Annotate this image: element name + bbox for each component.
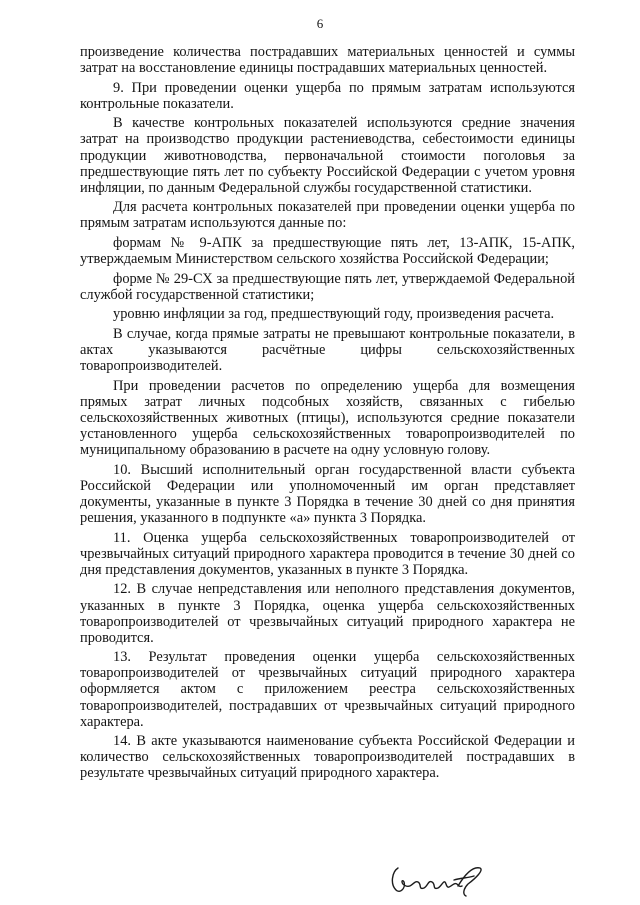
paragraph-direct-costs: В случае, когда прямые затраты не превышают контрольные показатели, в актах указываются расчётные цифры сельскохозяйственных товаропроизводителей. [80,326,575,375]
paragraph-continuation: произведение количества пострадавших материальных ценностей и суммы затрат на восстановление единицы пострадавших материальных ценностей. [80,44,575,77]
handwritten-signature-icon [388,862,488,898]
paragraph-calculation-data: Для расчета контрольных показателей при проведении оценки ущерба по прямым затратам используются данные по: [80,199,575,232]
page-number: 6 [316,16,324,31]
document-body [80,44,575,785]
paragraph-item-11: 11. Оценка ущерба сельскохозяйственных товаропроизводителей от чрезвычайных ситуаций природного характера проводится в течение 30 дней со дня представления документов, указанных в пункте 3 Порядка. [80,529,575,578]
paragraph-item-9: 9. При проведении оценки ущерба по прямым затратам используются контрольные показатели. [80,79,575,112]
paragraph-control-indicators: В качестве контрольных показателей используются средние значения затрат на производство продукции растениеводства, себестоимости единицы продукции животноводства, первоначальной стоимости поголовья за предшествующие пять лет по субъекту Российской Федерации с учетом уровня инфляции, по данным Федеральной службы государственной статистики. [80,115,575,196]
list-item-form-29-sh: форме № 29-СХ за предшествующие пять лет, утверждаемой Федеральной службой государственной статистики; [80,270,575,303]
paragraph-household-calculation: При проведении расчетов по определению ущерба для возмещения прямых затрат личных подсобных хозяйств, связанных с гибелью сельскохозяйственных животных (птицы), используются средние показатели установленного ущерба сельскохозяйственных товаропроизводителей по муниципальному образованию в расчете на одну условную голову. [80,377,575,459]
list-item-forms-9-apk: формам № 9-АПК за предшествующие пять лет, 13-АПК, 15-АПК, утверждаемым Министерством сельского хозяйства Российской Федерации; [80,235,575,268]
list-item-inflation: уровню инфляции за год, предшествующий году, произведения расчета. [113,306,555,323]
paragraph-item-14: 14. В акте указываются наименование субъекта Российской Федерации и количество сельскохозяйственных товаропроизводителей пострадавших в результате чрезвычайных ситуаций природного характера. [80,733,575,782]
paragraph-item-13: 13. Результат проведения оценки ущерба сельскохозяйственных товаропроизводителей от чрезвычайных ситуаций природного характера оформляется актом с приложением реестра сельскохозяйственных товаропроизводителей, пострадавших от чрезвычайных ситуаций природного характера. [80,649,575,730]
paragraph-item-10: 10. Высший исполнительный орган государственной власти субъекта Российской Федерации или уполномоченный им орган представляет документы, указанные в пункте 3 Порядка в течение 30 дней со дня принятия решения, указанного в подпункте «а» пункта 3 Порядка. [80,461,575,527]
paragraph-item-12: 12. В случае непредставления или неполного представления документов, указанных в пункте 3 Порядка, оценка ущерба сельскохозяйственных товаропроизводителей от чрезвычайных ситуаций природного характера не проводится. [80,581,575,646]
